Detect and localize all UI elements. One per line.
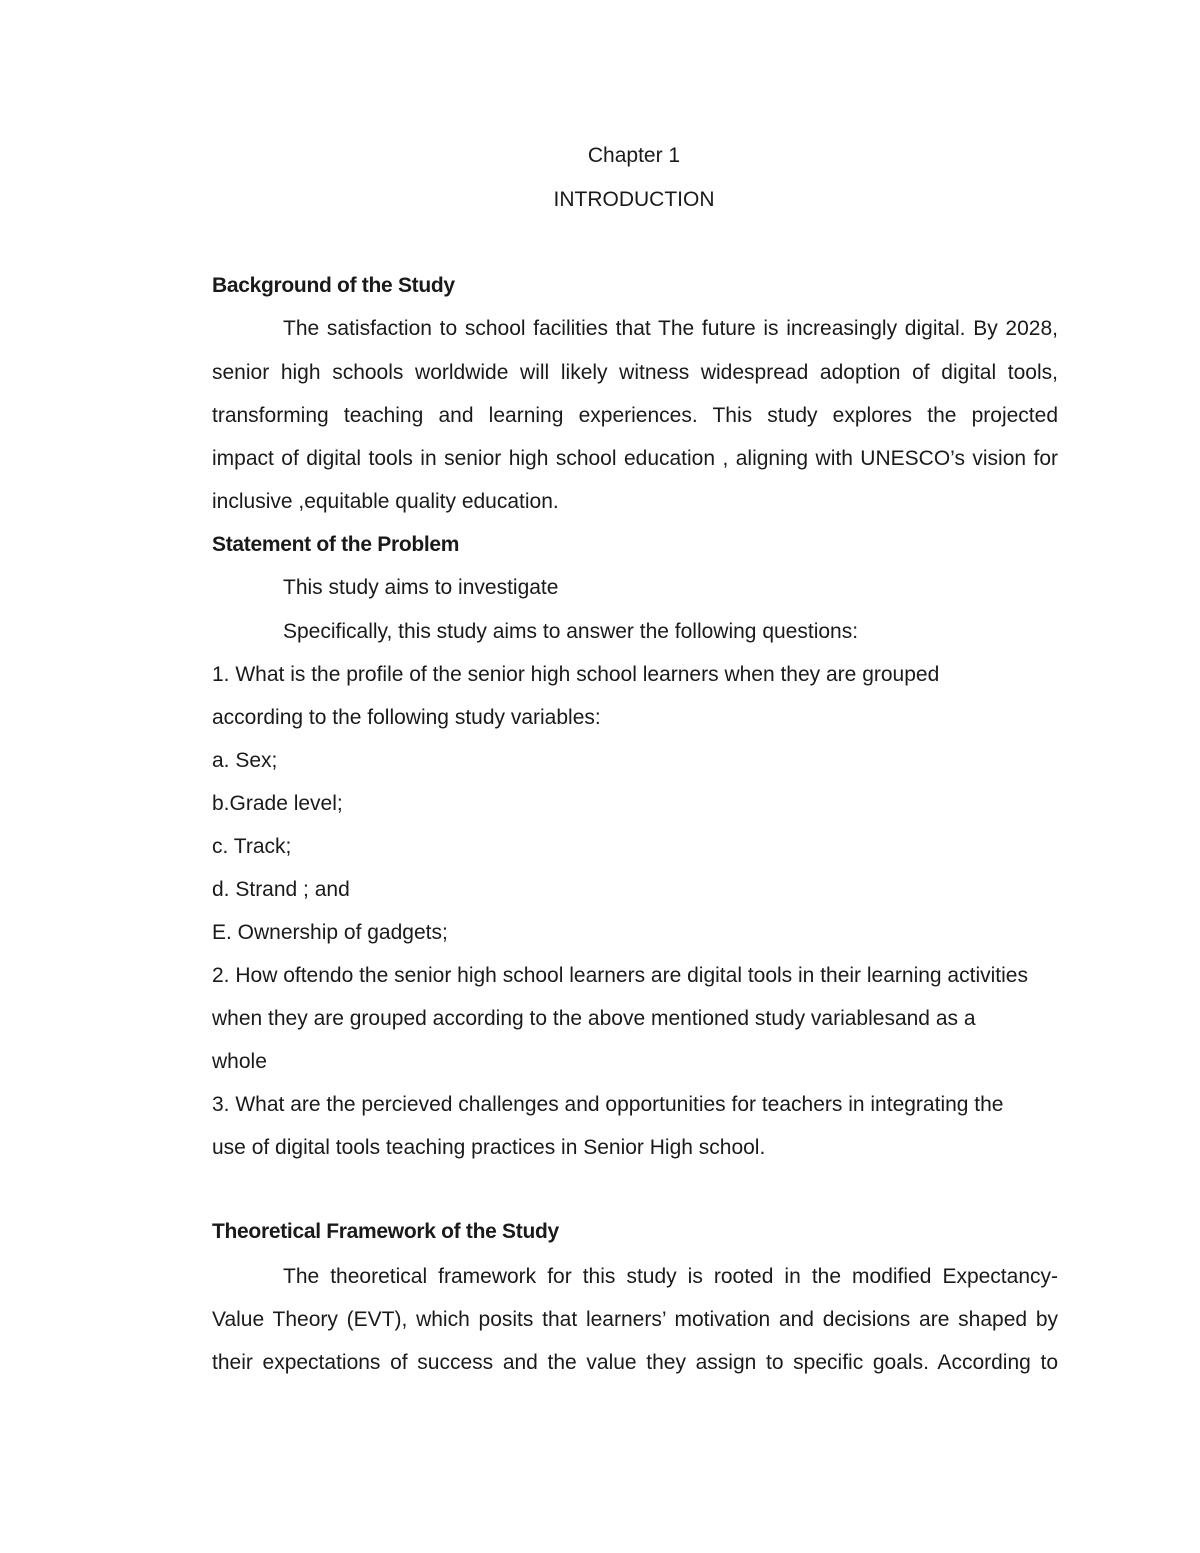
problem-intro: This study aims to investigate: [283, 576, 559, 599]
chapter-number: Chapter 1: [587, 144, 681, 167]
framework-heading: Theoretical Framework of the Study: [212, 1220, 559, 1243]
problem-line: c. Track;: [212, 835, 292, 858]
background-heading: Background of the Study: [212, 274, 455, 297]
problem-line: b.Grade level;: [212, 792, 343, 815]
background-line: impact of digital tools in senior high school education , aligning with UNESCO’s vision for: [212, 447, 1058, 470]
framework-line: their expectations of success and the value they assign to specific goals. According to: [212, 1351, 1058, 1374]
background-line: inclusive ,equitable quality education.: [212, 490, 559, 513]
framework-line: Value Theory (EVT), which posits that learners’ motivation and decisions are shaped by: [212, 1308, 1058, 1331]
problem-specifically: Specifically, this study aims to answer the following questions:: [283, 620, 859, 643]
background-line: senior high schools worldwide will likely witness widespread adoption of digital tools,: [212, 361, 1058, 384]
problem-line: 3. What are the percieved challenges and opportunities for teachers in integrating the: [212, 1093, 1004, 1116]
chapter-title: INTRODUCTION: [553, 188, 715, 211]
framework-line: The theoretical framework for this study is rooted in the modified Expectancy-: [283, 1265, 1058, 1288]
problem-heading: Statement of the Problem: [212, 533, 460, 556]
background-line: The satisfaction to school facilities that The future is increasingly digital. By 2028,: [283, 317, 1058, 340]
problem-line: d. Strand ; and: [212, 878, 350, 901]
problem-line: a. Sex;: [212, 749, 278, 772]
problem-line: whole: [212, 1050, 267, 1073]
problem-line: E. Ownership of gadgets;: [212, 921, 448, 944]
problem-line: 2. How oftendo the senior high school learners are digital tools in their learning activities: [212, 964, 1028, 987]
problem-line: when they are grouped according to the above mentioned study variablesand as a: [212, 1007, 976, 1030]
problem-line: 1. What is the profile of the senior high school learners when they are grouped: [212, 663, 940, 686]
problem-line: according to the following study variables:: [212, 706, 601, 729]
problem-line: use of digital tools teaching practices in Senior High school.: [212, 1136, 766, 1159]
background-line: transforming teaching and learning experiences. This study explores the projected: [212, 404, 1058, 427]
